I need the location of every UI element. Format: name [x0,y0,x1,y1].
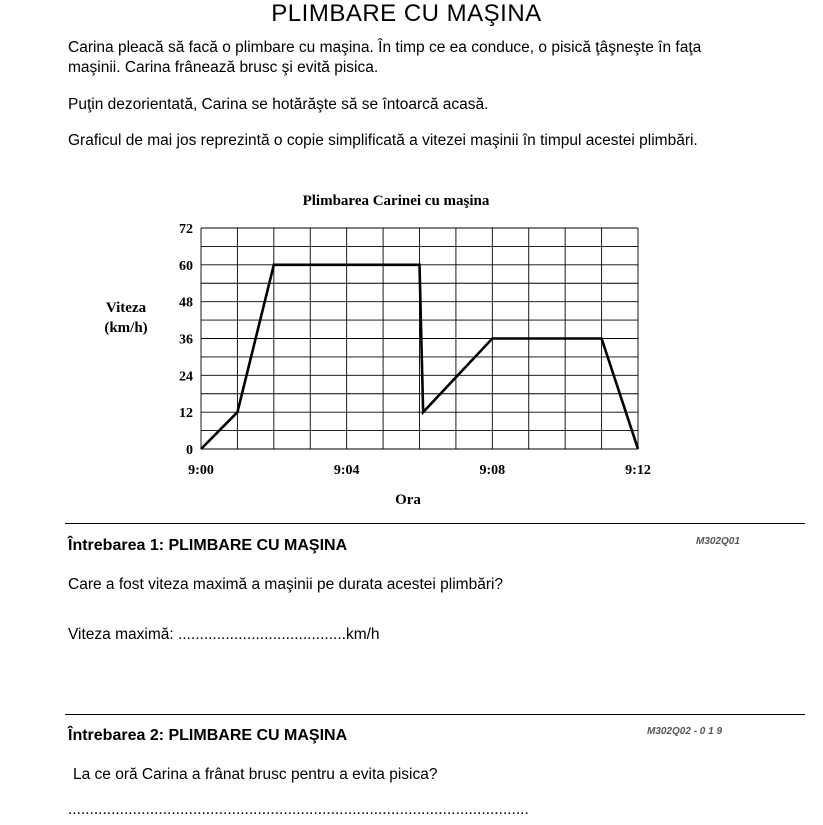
x-tick-label: 9:00 [188,463,214,478]
answer-unit: km/h [345,626,380,643]
section-divider [65,523,805,524]
question1-heading: Întrebarea 1: PLIMBARE CU MAŞINA [68,537,348,554]
y-axis-label: Viteza [105,300,147,316]
intro-paragraph: Graficul de mai jos reprezintă o copie simplificată a vitezei maşinii în timpul acestei plimbări. [68,132,698,149]
y-tick-label: 60 [179,258,193,274]
x-axis-label: Ora [395,492,421,508]
question1-code: M302Q01 [696,536,740,547]
y-tick-label: 0 [186,443,193,458]
section-divider [65,714,805,715]
question2-text: La ce oră Carina a frânat brusc pentru a evita pisica? [73,766,438,783]
question2-code: M302Q02 - 0 1 9 [647,726,723,737]
y-tick-labels [179,222,193,458]
question1-text: Care a fost viteza maximă a maşinii pe durata acestei plimbări? [68,576,504,593]
question1-answer-line[interactable] [68,626,380,644]
question2-heading: Întrebarea 2: PLIMBARE CU MAŞINA [68,727,348,744]
answer-blank[interactable]: ....................................... [177,626,346,643]
x-tick-labels [188,463,651,478]
page-title: PLIMBARE CU MAŞINA [271,0,542,27]
y-tick-label: 36 [179,332,193,348]
answer-label: Viteza maximă: [68,626,178,643]
y-axis-unit-label: (km/h) [104,320,148,336]
x-tick-label: 9:04 [333,463,360,478]
y-tick-label: 24 [179,369,193,385]
y-tick-label: 72 [179,222,193,237]
x-tick-label: 9:12 [625,463,651,478]
y-tick-label: 12 [179,406,193,422]
intro-paragraph: Carina pleacă să facă o plimbare cu maşina. În timp ce ea conduce, o pisică ţâşneşte în faţa maşinii. Carina frânează brusc şi evită pisica. [68,39,702,76]
question2-answer-blank[interactable]: ........................................................................................................... [68,801,529,818]
x-tick-label: 9:08 [479,463,506,478]
intro-paragraph: Puţin dezorientată, Carina se hotărăşte să se întoarcă acasă. [68,96,489,113]
y-tick-label: 48 [179,295,193,311]
chart-title: Plimbarea Carinei cu maşina [302,193,490,209]
